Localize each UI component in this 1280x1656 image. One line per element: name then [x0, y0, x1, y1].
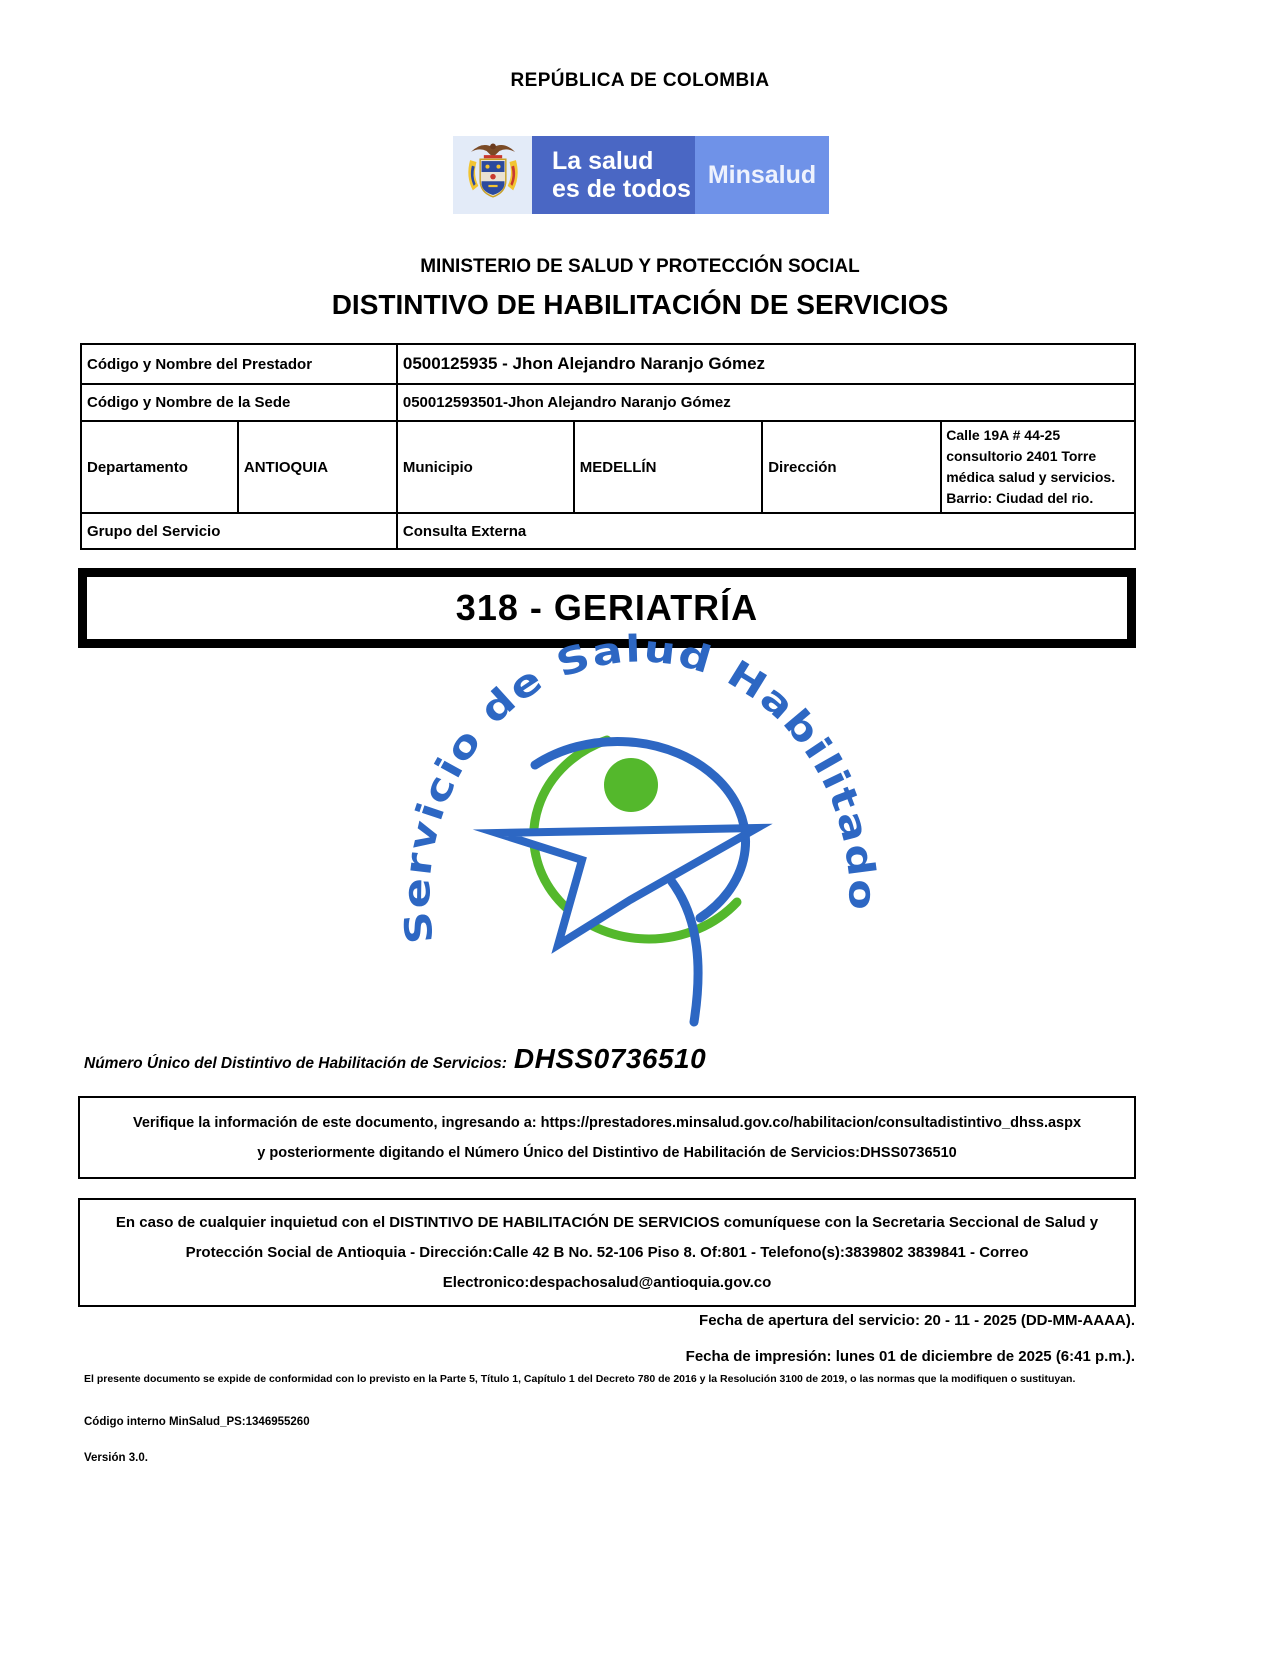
departamento-value: ANTIOQUIA [238, 421, 397, 513]
seal-star-figure [497, 828, 757, 945]
prestador-label: Código y Nombre del Prestador [81, 344, 397, 384]
habilitado-seal [395, 627, 884, 1045]
table-row-location [81, 421, 1135, 513]
minsalud-logo-bar [453, 136, 829, 214]
verification-line1: Verifique la información de este documento, ingresando a: https://prestadores.minsalud.gov.co/habilitacion/consultadistintivo_dhss.aspx [132, 1115, 1082, 1131]
colombia-coat-of-arms-icon [465, 140, 521, 211]
grupo-value: Consulta Externa [397, 513, 1135, 549]
prestador-value: 0500125935 - Jhon Alejandro Naranjo Gómez [397, 344, 1135, 384]
legal-note: El presente documento se expide de conformidad con lo previsto en la Parte 5, Título 1, Capítulo 1 del Decreto 780 de 2016 y la Resolución 3100 de 2019, o las normas que la modifiquen o sustituyan. [84, 1373, 1076, 1385]
sede-label: Código y Nombre de la Sede [81, 384, 397, 421]
service-banner: 318 - GERIATRÍA [78, 568, 1136, 648]
table-row-grupo [81, 513, 1135, 549]
service-opening-date: Fecha de apertura del servicio: 20 - 11 - 2025 (DD-MM-AAAA). [699, 1312, 1135, 1329]
sede-value: 050012593501-Jhon Alejandro Naranjo Gómez [397, 384, 1135, 421]
seal-head [604, 758, 658, 812]
habilitado-seal-graphic [395, 627, 884, 1045]
verification-box [78, 1096, 1136, 1179]
departamento-label: Departamento [81, 421, 238, 513]
direccion-label: Dirección [762, 421, 941, 513]
crest-section [453, 136, 532, 214]
contact-line1: En caso de cualquier inquietud con el DISTINTIVO DE HABILITACIÓN DE SERVICIOS comuníquese con la Secretaria Seccional de Salud y [115, 1214, 1099, 1231]
version-note: Versión 3.0. [84, 1452, 148, 1464]
document-title: DISTINTIVO DE HABILITACIÓN DE SERVICIOS [331, 289, 949, 320]
municipio-label: Municipio [397, 421, 574, 513]
verification-line2: y posteriormente digitando el Número Único del Distintivo de Habilitación de Servicios:DHSS0736510 [257, 1145, 957, 1161]
slogan-line1: La salud [552, 147, 654, 175]
contact-line3: Electronico:despachosalud@antioquia.gov.co [442, 1274, 772, 1291]
table-row-sede [81, 384, 1135, 421]
municipio-value: MEDELLÍN [574, 421, 762, 513]
grupo-label: Grupo del Servicio [81, 513, 397, 549]
provider-info-table [80, 343, 1136, 550]
print-date: Fecha de impresión: lunes 01 de diciembre de 2025 (6:41 p.m.). [685, 1348, 1135, 1365]
republic-title: REPÚBLICA DE COLOMBIA [510, 70, 770, 91]
ministry-title: MINISTERIO DE SALUD Y PROTECCIÓN SOCIAL [420, 256, 860, 277]
table-row-prestador [81, 344, 1135, 384]
dhss-number: DHSS0736510 [513, 1043, 707, 1074]
internal-code: Código interno MinSalud_PS:1346955260 [84, 1416, 310, 1428]
contact-box [78, 1198, 1136, 1307]
dhss-number-line [84, 1043, 706, 1075]
direccion-value: Calle 19A # 44-25 consultorio 2401 Torre médica salud y servicios. Barrio: Ciudad del rio. [941, 421, 1135, 513]
contact-line2: Protección Social de Antioquia - Dirección:Calle 42 B No. 52-106 Piso 8. Of:801 - Telefono(s):3839802 3839841 - Correo [185, 1244, 1029, 1261]
dhss-label: Número Único del Distintivo de Habilitación de Servicios: [84, 1055, 507, 1072]
seal-leg-stroke [672, 882, 698, 1022]
slogan-block [532, 136, 695, 214]
minsalud-wordmark: Minsalud [695, 136, 829, 214]
seal-arc-text: Servicio de Salud Habilitado [395, 627, 884, 946]
slogan-line2: es de todos [552, 175, 691, 203]
